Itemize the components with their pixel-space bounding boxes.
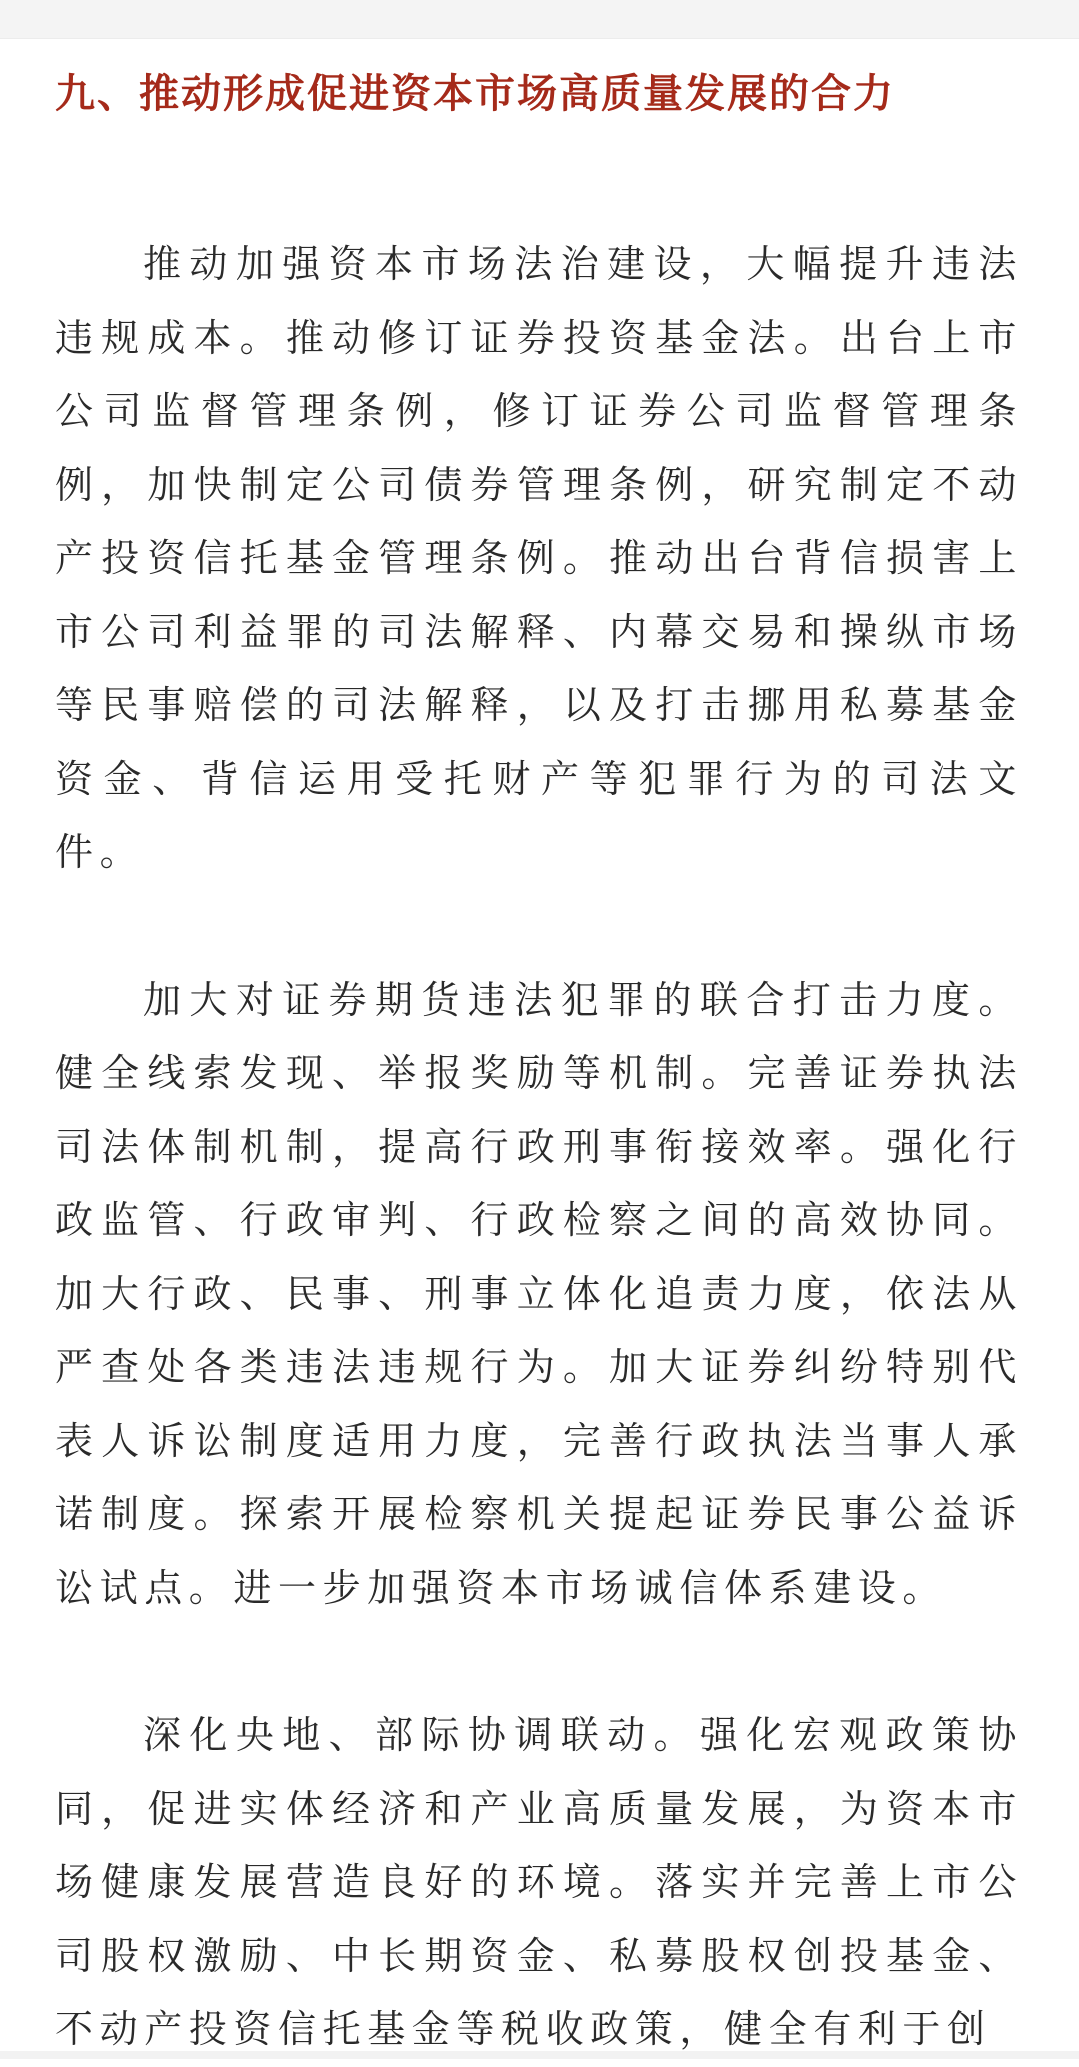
section-heading: 九、推动形成促进资本市场高质量发展的合力: [55, 71, 895, 117]
article-body: [55, 38, 1023, 2067]
bottom-bar: [0, 2051, 1079, 2059]
top-bar: [0, 0, 1079, 39]
paragraph-joint-crackdown: 加大对证券期货违法犯罪的联合打击力度。健全线索发现、举报奖励等机制。完善证券执法司法体制机制，提高行政刑事衔接效率。强化行政监管、行政审判、行政检察之间的高效协同。加大行政、民事、刑事立体化追责力度，依法从严查处各类违法违规行为。加大证券纠纷特别代表人诉讼制度适用力度，完善行政执法当事人承诺制度。探索开展检察机关提起证券民事公益诉讼试点。进一步加强资本市场诚信体系建设。: [55, 977, 1023, 1610]
paragraph-legal-system: 推动加强资本市场法治建设，大幅提升违法违规成本。推动修订证券投资基金法。出台上市公司监督管理条例，修订证券公司监督管理条例，加快制定公司债券管理条例，研究制定不动产投资信托基金管理条例。推动出台背信损害上市公司利益罪的司法解释、内幕交易和操纵市场等民事赔偿的司法解释，以及打击挪用私募基金资金、背信运用受托财产等犯罪行为的司法文件。: [55, 242, 1023, 874]
paragraph-coordination: 深化央地、部际协调联动。强化宏观政策协同，促进实体经济和产业高质量发展，为资本市场健康发展营造良好的环境。落实并完善上市公司股权激励、中长期资金、私募股权创投基金、不动产投资信托基金等税收政策，健全有利于创: [55, 1713, 1023, 2051]
